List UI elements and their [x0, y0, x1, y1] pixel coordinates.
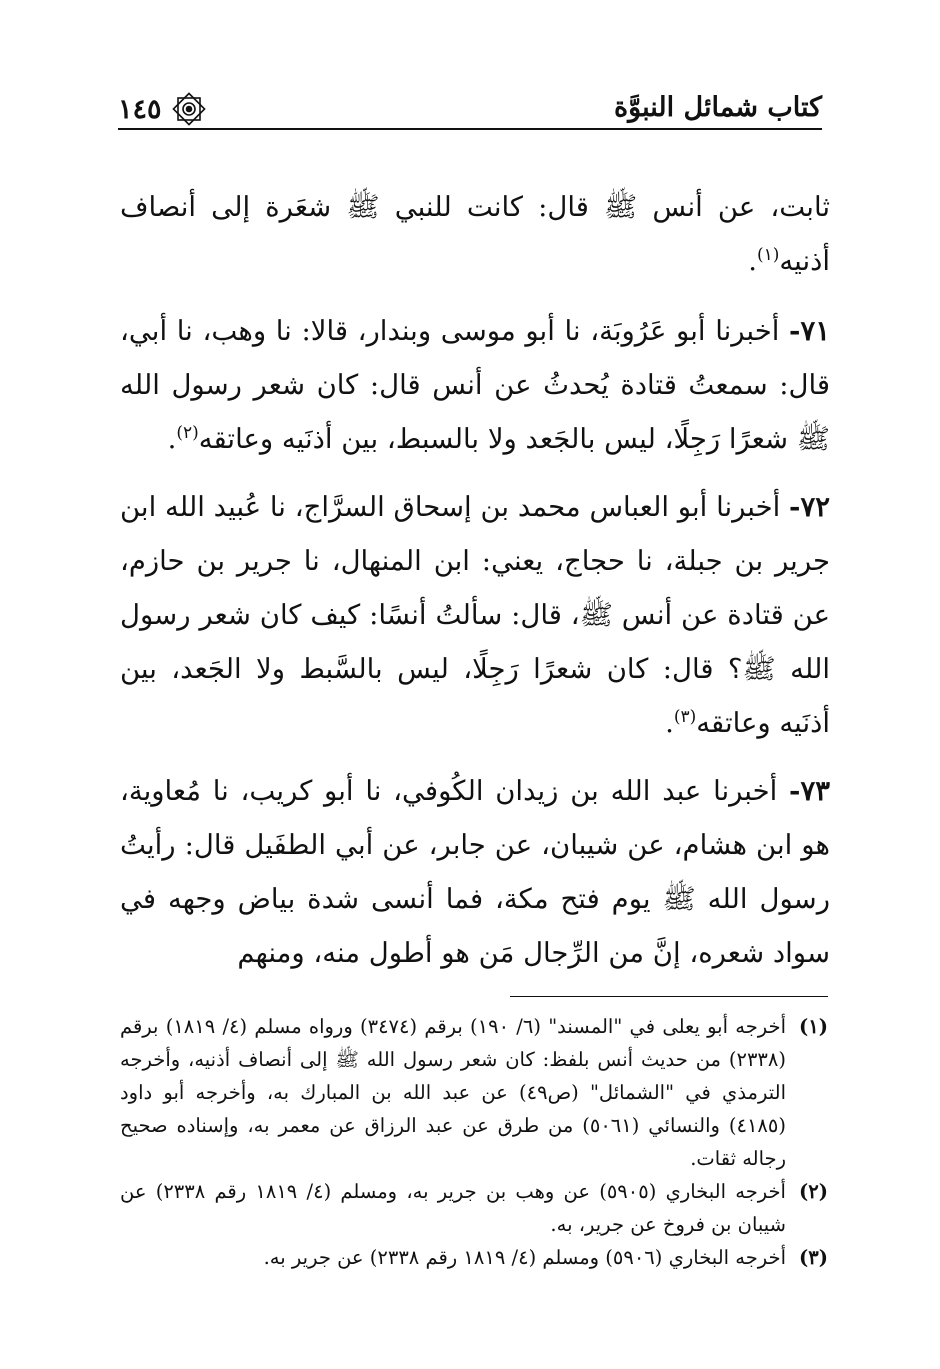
header-rule: [118, 128, 822, 130]
hadith-paragraph: ٧٣- أخبرنا عبد الله بن زيدان الكُوفي، نا أبو كريب، نا مُعاوية، هو ابن هشام، عن شيبان، عن جابر، عن أبي الطفَيل قال: رأيتُ رسول الله ﷺ يوم فتح مكة، فما أنسى شدة بياض وجهه في سواد شعره، إنَّ من الرِّجال مَن هو أطول منه، ومنهم: [120, 775, 830, 969]
footnote: [120, 1010, 828, 1175]
footnote-text: أخرجه البخاري (٥٩٠٥) عن وهب بن جرير به، ومسلم (٤/ ١٨١٩ رقم ٢٣٣٨) عن شيبان بن فروخ عن جرير، به.: [120, 1180, 786, 1236]
footnote-text: أخرجه البخاري (٥٩٠٦) ومسلم (٤/ ١٨١٩ رقم ٢٣٣٨) عن جرير به.: [263, 1246, 786, 1269]
footnote-mark: (٣): [799, 1246, 828, 1269]
footnote-separator: [510, 996, 828, 997]
footnote-mark: (١): [799, 1015, 828, 1038]
footnote-mark: (٢): [799, 1180, 828, 1203]
ornament-icon: [172, 92, 206, 126]
hadith-paragraph: ٧٢- أخبرنا أبو العباس محمد بن إسحاق السرَّاج، نا عُبيد الله ابن جرير بن جبلة، نا حجاج، يعني: ابن المنهال، نا جرير بن حازم، عن قتادة عن أنس ﷺ، قال: سألتُ أنسًا: كيف كان شعر رسول الله ﷺ؟ قال: كان شعرًا رَجِلًا، ليس بالسَّبط ولا الجَعد، بين أذنَيه وعاتقه$^{(٣)}$.: [120, 491, 830, 739]
footnote-ref: (٣): [673, 706, 697, 727]
footnote: [120, 1175, 828, 1241]
hadith-number: ٧١-: [789, 315, 830, 347]
footnote-ref: (٢): [176, 422, 199, 443]
hadith-number: ٧٢-: [789, 491, 830, 523]
footnote-text: أخرجه أبو يعلى في "المسند" (٦/ ١٩٠) برقم (٣٤٧٤) ورواه مسلم (٤/ ١٨١٩) برقم (٢٣٣٨) من حديث أنس بلفظ: كان شعر رسول الله ﷺ إلى أنصاف أذنيه، وأخرجه الترمذي في "الشمائل" (ص٤٩) عن عبد الله بن المبارك به، وأخرجه أبو داود (٤١٨٥) والنسائي (٥٠٦١) من طرق عن عبد الرزاق عن معمر به، وإسناده صحيح رجاله ثقات.: [120, 1015, 786, 1170]
footnote-ref: (١): [756, 244, 780, 265]
hadith-number: ٧٣-: [789, 775, 830, 807]
footnote: [120, 1241, 828, 1274]
page-number-block: [118, 92, 206, 126]
main-text: [120, 180, 830, 994]
paragraph-continuation: ثابت، عن أنس ﷺ قال: كانت للنبي ﷺ شعَرة إلى أنصاف أذنيه$^{(١)}$.: [120, 191, 830, 277]
book-title: كتاب شمائل النبوَّة: [614, 92, 822, 123]
footnotes: [120, 1010, 828, 1274]
hadith-paragraph: ٧١- أخبرنا أبو عَرُوبَة، نا أبو موسى وبندار، قالا: نا وهب، نا أبي، قال: سمعتُ قتادة يُحدثُ عن أنس قال: كان شعر رسول الله ﷺ شعرًا رَجِلًا، ليس بالجَعد ولا بالسبط، بين أذنَيه وعاتقه$^{(٢)}$.: [120, 315, 830, 455]
page-number: ١٤٥: [118, 93, 162, 125]
